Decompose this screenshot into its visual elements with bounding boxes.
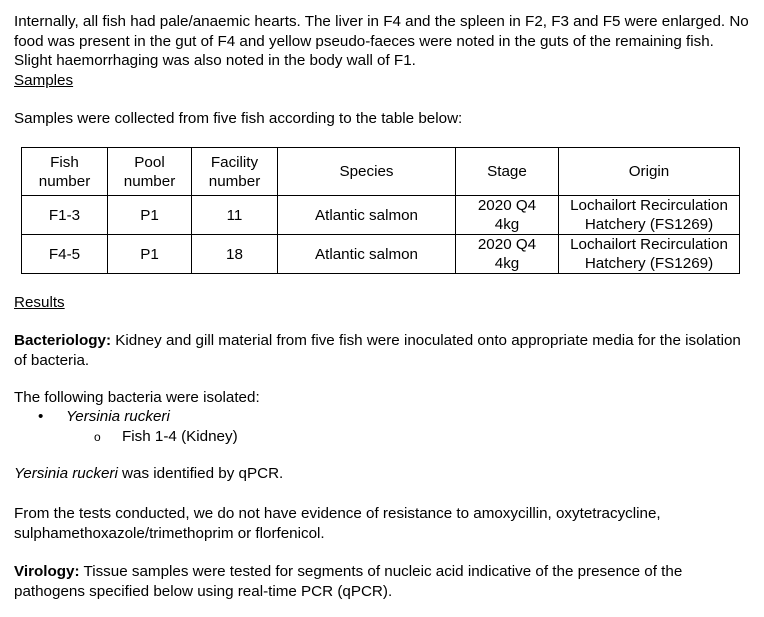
bullet-text: Yersinia ruckeri (66, 408, 170, 425)
cell-species: Atlantic salmon (278, 196, 456, 235)
cell-stage: 2020 Q4 4kg (456, 235, 559, 274)
bacteriology-text: Kidney and gill material from five fish were inoculated onto appropriate media for the isolation of bacteria. (14, 332, 741, 369)
header-species: Species (278, 148, 456, 196)
samples-table (21, 147, 740, 274)
virology-paragraph (14, 562, 752, 601)
bullet-icon: • (38, 408, 44, 425)
bacteriology-paragraph (14, 331, 752, 370)
circle-bullet-icon: o (94, 430, 101, 444)
table-header-row (22, 148, 740, 196)
header-fish-number: Fish number (22, 148, 108, 196)
resistance-paragraph: From the tests conducted, we do not have evidence of resistance to amoxycillin, oxytetracycline, sulphamethoxazole/trimethoprim or florfenicol. (14, 505, 661, 542)
results-heading: Results (14, 294, 65, 311)
cell-fish: F4-5 (22, 235, 108, 274)
virology-text: Tissue samples were tested for segments of nucleic acid indicative of the presence of the pathogens specified below using real-time PCR (qPCR). (14, 563, 683, 600)
bullet-item (38, 407, 170, 427)
table-row (22, 235, 740, 274)
cell-species: Atlantic salmon (278, 235, 456, 274)
samples-heading: Samples (14, 72, 74, 89)
header-pool-number: Pool number (108, 148, 192, 196)
samples-intro: Samples were collected from five fish according to the table below: (14, 110, 463, 127)
sub-bullet-item (94, 427, 238, 448)
cell-facility: 11 (192, 196, 278, 235)
identified-species: Yersinia ruckeri (14, 465, 118, 482)
table-row (22, 196, 740, 235)
header-facility-number: Facility number (192, 148, 278, 196)
cell-facility: 18 (192, 235, 278, 274)
identified-text: was identified by qPCR. (117, 465, 284, 482)
cell-stage: 2020 Q4 4kg (456, 196, 559, 235)
sub-bullet-text: Fish 1-4 (Kidney) (122, 428, 238, 445)
cell-pool: P1 (108, 235, 192, 274)
header-origin: Origin (559, 148, 740, 196)
cell-fish: F1-3 (22, 196, 108, 235)
cell-origin: Lochailort Recirculation Hatchery (FS1269) (559, 196, 740, 235)
cell-pool: P1 (108, 196, 192, 235)
header-stage: Stage (456, 148, 559, 196)
intro-paragraph: Internally, all fish had pale/anaemic hearts. The liver in F4 and the spleen in F2, F3 and F5 were enlarged. No food was present in the gut of F4 and yellow pseudo-faeces were noted in the guts of the remaining fish. Slight haemorrhaging was also noted in the body wall of F1. (14, 13, 749, 69)
virology-label: Virology: (14, 563, 80, 580)
identified-paragraph (14, 464, 752, 484)
cell-origin: Lochailort Recirculation Hatchery (FS1269) (559, 235, 740, 274)
isolated-intro: The following bacteria were isolated: (14, 389, 260, 406)
bacteriology-label: Bacteriology: (14, 332, 112, 349)
